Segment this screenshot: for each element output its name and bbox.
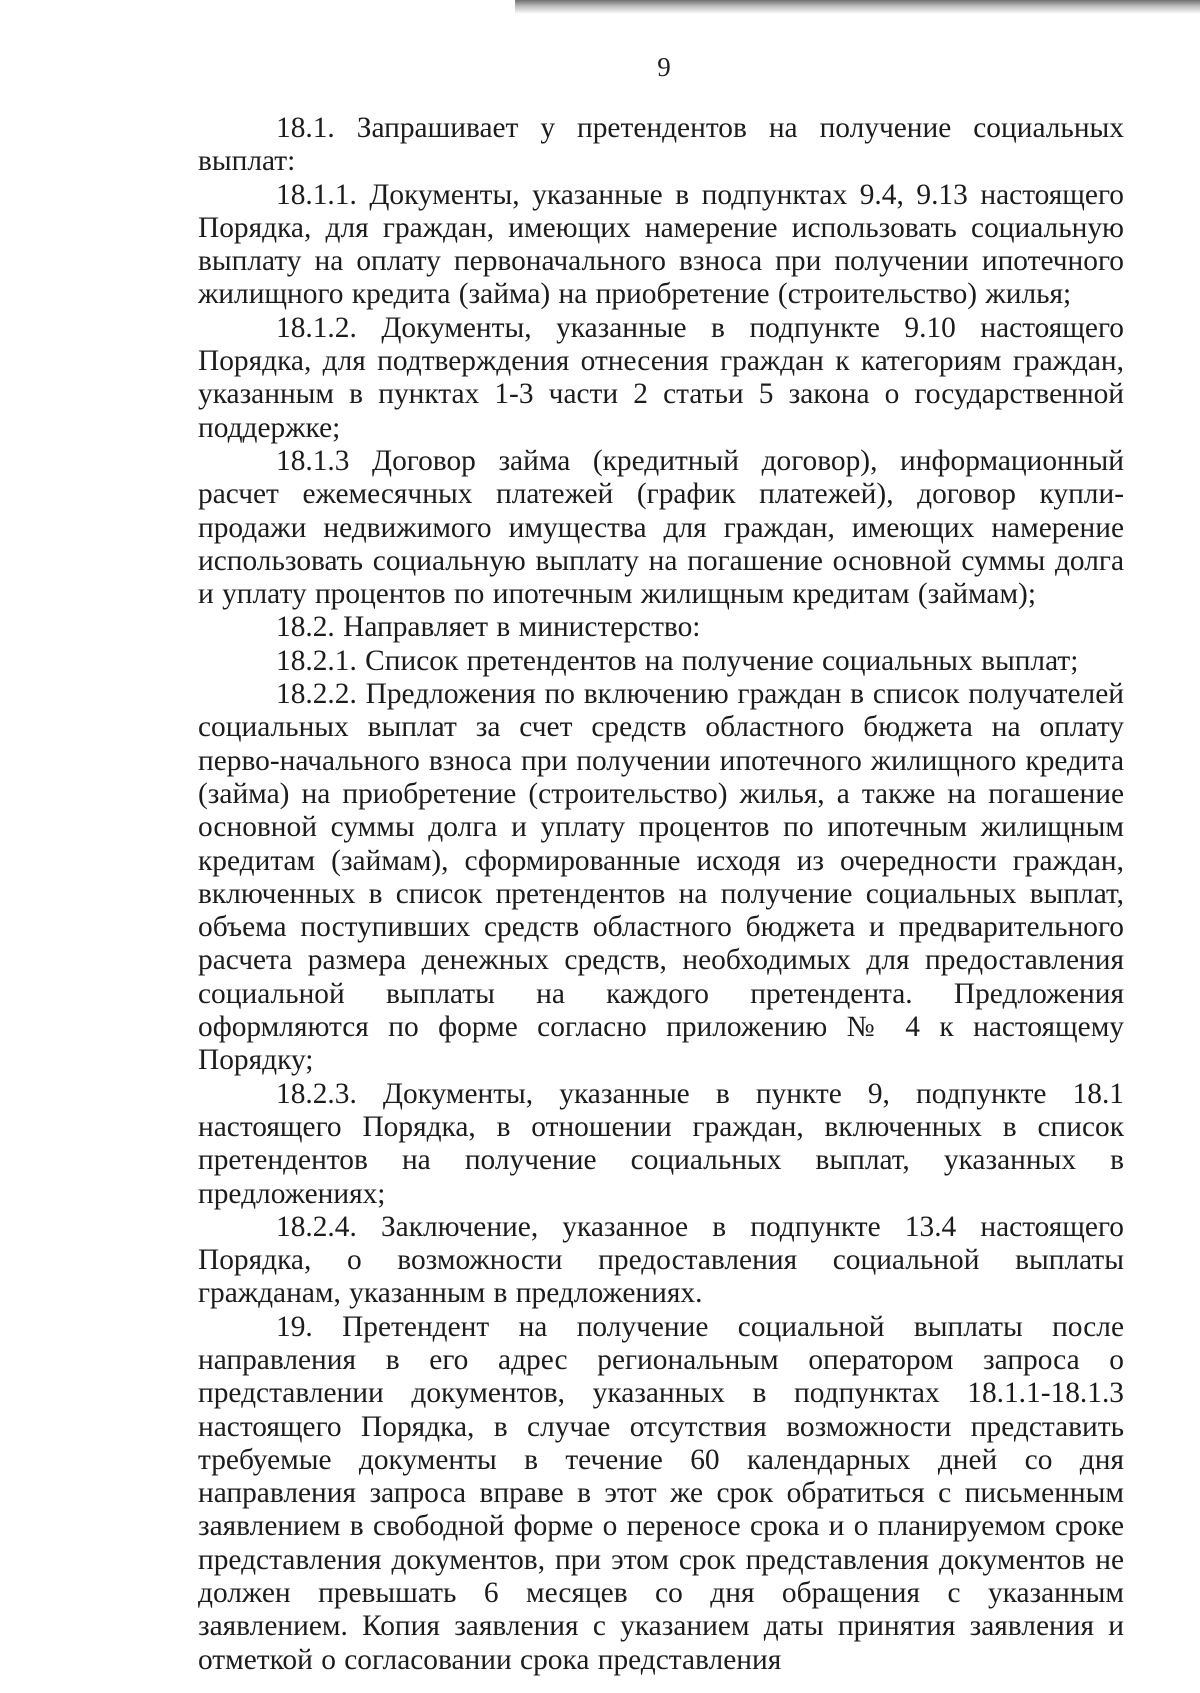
paragraph-18-2-3: 18.2.3. Документы, указанные в пункте 9, подпункте 18.1 настоящего Порядка, в отношении граждан, включенных в список претендентов на получение социальных выплат, указанных в предложениях; xyxy=(198,1077,1124,1210)
scan-edge-shadow xyxy=(515,0,1200,14)
paragraph-18-1-3: 18.1.3 Договор займа (кредитный договор), информационный расчет ежемесячных платежей (график платежей), договор купли-продажи недвижимого имущества для граждан, имеющих намерение использовать социальную выплату на погашение основной суммы долга и уплату процентов по ипотечным жилищным кредитам (займам); xyxy=(198,444,1124,611)
paragraph-18-1: 18.1. Запрашивает у претендентов на получение социальных выплат: xyxy=(198,112,1124,178)
paragraph-18-2-1: 18.2.1. Список претендентов на получение социальных выплат; xyxy=(276,644,1079,677)
paragraph-18-1-1: 18.1.1. Документы, указанные в подпунктах 9.4, 9.13 настоящего Порядка, для граждан, имеющих намерение использовать социальную выплату на оплату первоначального взноса при получении ипотечного жилищного кредита (займа) на приобретение (строительство) жилья; xyxy=(198,178,1124,311)
document-body xyxy=(198,112,1124,1677)
paragraph-18-1-2: 18.1.2. Документы, указанные в подпункте 9.10 настоящего Порядка, для подтверждения отнесения граждан к категориям граждан, указанным в пунктах 1-3 части 2 статьи 5 закона о государственной поддержке; xyxy=(198,311,1124,444)
paragraph-18-2-2: 18.2.2. Предложения по включению граждан в список получателей социальных выплат за счет средств областного бюджета на оплату перво-начального взноса при получении ипотечного жилищного кредита (займа) на приобретение (строительство) жилья, а также на погашение основной суммы долга и уплату процентов по ипотечным жилищным кредитам (займам), сформированные исходя из очередности граждан, включенных в список претендентов на получение социальных выплат, объема поступивших средств областного бюджета и предварительного расчета размера денежных средств, необходимых для предоставления социальной выплаты на каждого претендента. Предложения оформляются по форме согласно приложению № 4 к настоящему Порядку; xyxy=(198,678,1124,1077)
paragraph-18-2-4: 18.2.4. Заключение, указанное в подпункте 13.4 настоящего Порядка, о возможности предоставления социальной выплаты гражданам, указанным в предложениях. xyxy=(198,1210,1124,1310)
paragraph-18-2: 18.2. Направляет в министерство: xyxy=(276,611,701,644)
page-number: 9 xyxy=(657,52,671,82)
paragraph-19: 19. Претендент на получение социальной выплаты после направления в его адрес региональным оператором запроса о представлении документов, указанных в подпунктах 18.1.1-18.1.3 настоящего Порядка, в случае отсутствия возможности представить требуемые документы в течение 60 календарных дней со дня направления запроса вправе в этот же срок обратиться с письменным заявлением в свободной форме о переносе срока и о планируемом сроке представления документов, при этом срок представления документов не должен превышать 6 месяцев со дня обращения с указанным заявлением. Копия заявления с указанием даты принятия заявления и отметкой о согласовании срока представления xyxy=(198,1310,1124,1676)
